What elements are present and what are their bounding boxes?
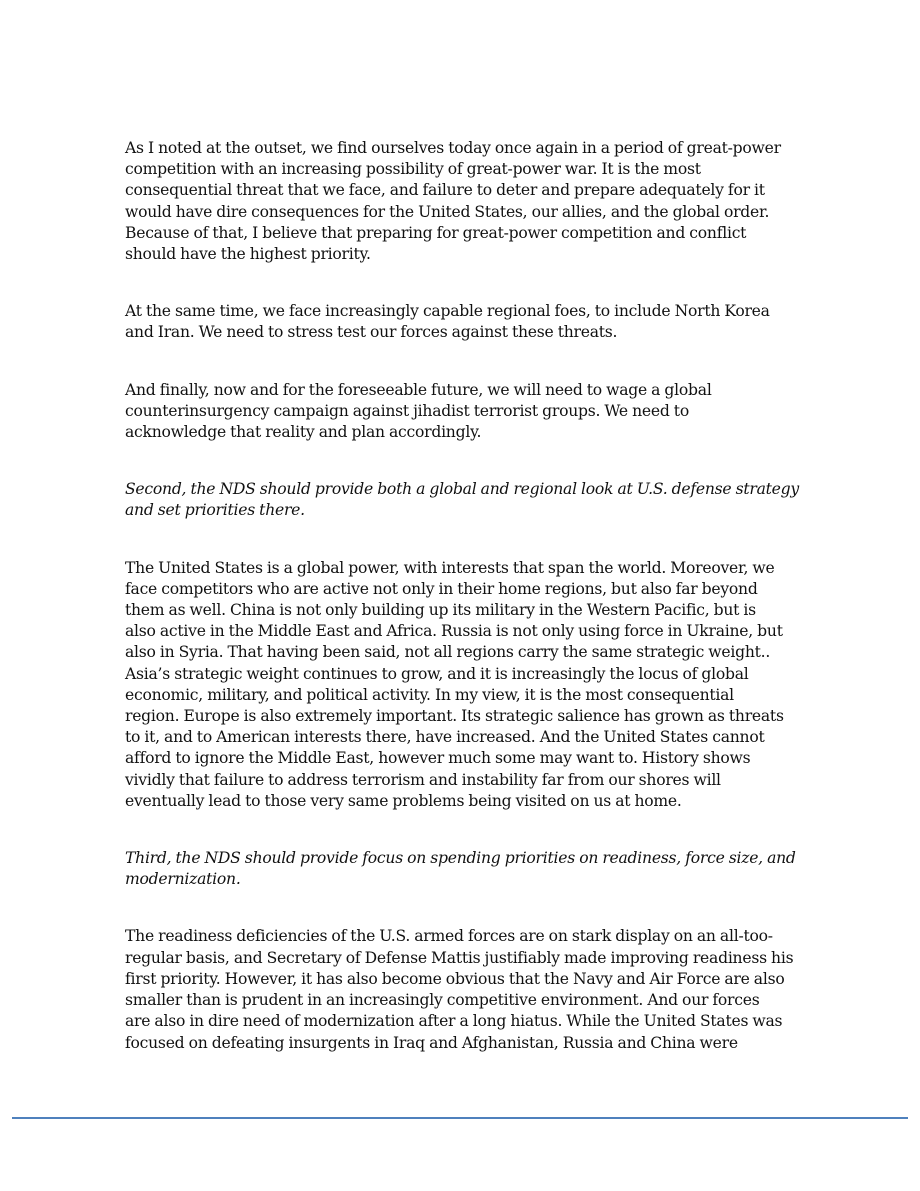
text-line: At the same time, we face increasingly capable regional foes, to include North Korea [125, 302, 770, 321]
text-line: vividly that failure to address terrorism and instability far from our shores will [125, 770, 721, 789]
text-line: Second, the NDS should provide both a global and regional look at U.S. defense strategy [125, 480, 799, 499]
text-line: Asia’s strategic weight continues to grow, and it is increasingly the locus of global [125, 664, 749, 683]
text-line: and Iran. We need to stress test our forces against these threats. [125, 323, 618, 342]
text-line: region. Europe is also extremely important. Its strategic salience has grown as threats [125, 707, 784, 726]
text-line: competition with an increasing possibility of great-power war. It is the most [125, 160, 701, 179]
text-line: counterinsurgency campaign against jihadist terrorist groups. We need to [125, 401, 689, 420]
text-line: face competitors who are active not only in their home regions, but also far beyond [125, 579, 758, 598]
text-line: and set priorities there. [125, 501, 305, 520]
text-line: to it, and to American interests there, have increased. And the United States cannot [125, 728, 765, 747]
text-line: Because of that, I believe that preparing for great-power competition and conflict [125, 223, 747, 242]
text-line: modernization. [125, 870, 241, 889]
text-line: should have the highest priority. [125, 245, 371, 264]
paragraph-global-power [125, 558, 805, 812]
text-line: smaller than is prudent in an increasingly competitive environment. And our forces [125, 991, 760, 1010]
text-line: first priority. However, it has also become obvious that the Navy and Air Force are also [125, 969, 785, 988]
footer-divider [12, 1117, 908, 1119]
text-line: economic, military, and political activity. In my view, it is the most consequential [125, 685, 734, 704]
text-line: regular basis, and Secretary of Defense Mattis justifiably made improving readiness his [125, 948, 794, 967]
text-line: The readiness deficiencies of the U.S. armed forces are on stark display on an all-too- [125, 927, 773, 946]
text-line: As I noted at the outset, we find ourselves today once again in a period of great-power [125, 139, 781, 157]
paragraph-counterinsurgency [125, 380, 805, 444]
paragraph-readiness [125, 926, 805, 1053]
paragraph-regional-foes [125, 301, 805, 343]
text-line: also active in the Middle East and Africa. Russia is not only using force in Ukraine, but [125, 622, 783, 641]
text-line: also in Syria. That having been said, not all regions carry the same strategic weight.. [125, 643, 771, 662]
text-line: are also in dire need of modernization after a long hiatus. While the United States was [125, 1012, 783, 1031]
text-line: And finally, now and for the foreseeable future, we will need to wage a global [125, 380, 712, 399]
text-line: eventually lead to those very same problems being visited on us at home. [125, 791, 682, 810]
paragraph-second-recommendation [125, 479, 805, 521]
paragraph-third-recommendation [125, 848, 805, 890]
document-body [125, 138, 805, 1054]
text-line: Third, the NDS should provide focus on spending priorities on readiness, force size, and [125, 849, 796, 868]
text-line: focused on defeating insurgents in Iraq and Afghanistan, Russia and China were [125, 1033, 738, 1052]
text-line: consequential threat that we face, and failure to deter and prepare adequately for it [125, 181, 765, 200]
text-line: them as well. China is not only building up its military in the Western Pacific, but is [125, 601, 756, 620]
text-line: afford to ignore the Middle East, however much some may want to. History shows [125, 749, 751, 768]
text-line: would have dire consequences for the United States, our allies, and the global order. [125, 202, 770, 221]
text-line: acknowledge that reality and plan accordingly. [125, 423, 482, 442]
text-line: The United States is a global power, with interests that span the world. Moreover, we [125, 558, 775, 577]
paragraph-great-power-competition [125, 138, 805, 265]
